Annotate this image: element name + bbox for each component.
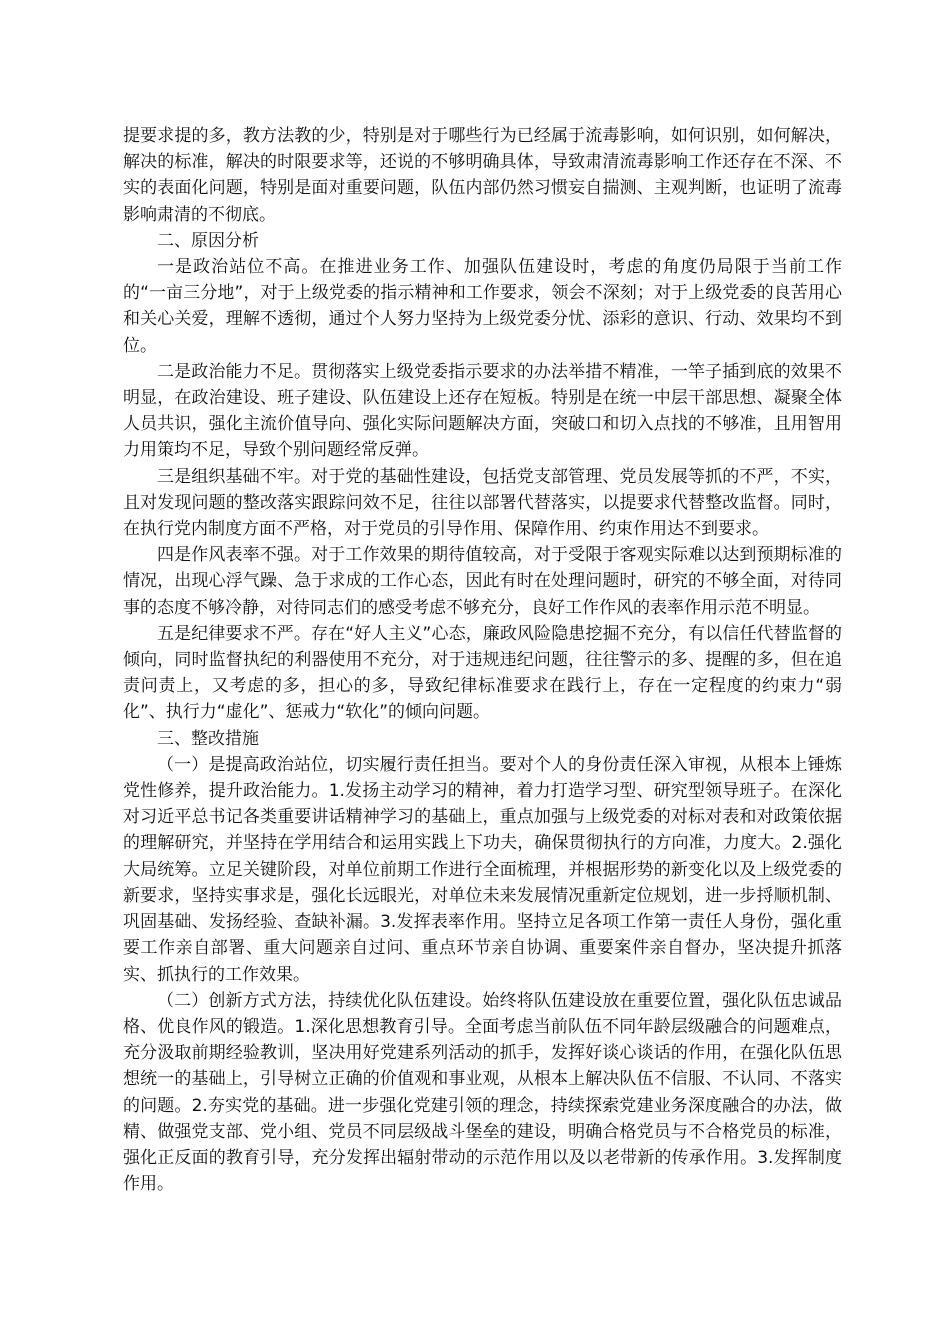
paragraph-continuation: 提要求提的多，教方法教的少，特别是对于哪些行为已经属于流毒影响，如何识别，如何解决，解决的标准，解决的时限要求等，还说的不够明确具体，导致肃清流毒影响工作还存在不深、不实的表面化问题，特别是面对重要问题，队伍内部仍然习惯妄自揣测、主观判断，也证明了流毒影响肃清的不彻底。: [123, 126, 842, 225]
section-heading-rectification: 三、整改措施: [157, 728, 259, 749]
paragraph-cause-2: 二是政治能力不足。贯彻落实上级党委指示要求的办法举措不精准，一竿子插到底的效果不明显，在政治建设、班子建设、队伍建设上还存在短板。特别是在统一中层干部思想、凝聚全体人员共识，强化主流价值导向、强化实际问题解决方面，突破口和切入点找的不够准，且用智用力用策均不足，导致个别问题经常反弹。: [123, 361, 842, 461]
paragraph-cause-1: 一是政治站位不高。在推进业务工作、加强队伍建设时，考虑的角度仍局限于当前工作的“一亩三分地”，对于上级党委的指示精神和工作要求，领会不深刻；对于上级党委的良苦用心和关心关爱，理解不透彻，通过个人努力坚持为上级党委分忧、添彩的意识、行动、效果均不到位。: [123, 257, 842, 356]
document-page: [123, 123, 842, 1197]
section-heading-cause-analysis: 二、原因分析: [157, 230, 259, 251]
paragraph-cause-3: 三是组织基础不牢。对于党的基础性建设，包括党支部管理、党员发展等抓的不严，不实，且对发现问题的整改落实跟踪问效不足，往往以部署代替落实，以提要求代替整改监督。同时，在执行党内制度方面不严格，对于党员的引导作用、保障作用、约束作用达不到要求。: [123, 466, 842, 540]
paragraph-cause-5: 五是纪律要求不严。存在“好人主义”心态，廉政风险隐患挖掘不充分，有以信任代替监督的倾向，同时监督执纪的利器使用不充分，对于违规违纪问题，往往警示的多、提醒的多，但在追责问责上，又考虑的多，担心的多，导致纪律标准要求在践行上，存在一定程度的约束力“弱化”、执行力“虚化”、惩戒力“软化”的倾向问题。: [123, 623, 842, 723]
paragraph-measure-1: （一）是提高政治站位，切实履行责任担当。要对个人的身份责任深入审视，从根本上锤炼党性修养，提升政治能力。1.发扬主动学习的精神，着力打造学习型、研究型领导班子。在深化对习近平总书记各类重要讲话精神学习的基础上，重点加强与上级党委的对标对表和对政策依据的理解研究，并坚持在学用结合和运用实践上下功夫，确保贯彻执行的方向准，力度大。2.强化大局统筹。立足关键阶段，对单位前期工作进行全面梳理，并根据形势的新变化以及上级党委的新要求，坚持实事求是，强化长远眼光，对单位未来发展情况重新定位规划，进一步捋顺机制、巩固基础、发扬经验、查缺补漏。3.发挥表率作用。坚持立足各项工作第一责任人身份，强化重要工作亲自部署、重大问题亲自过问、重点环节亲自协调、重要案件亲自督办，坚决提升抓落实、抓执行的工作效果。: [123, 754, 842, 985]
paragraph-cause-4: 四是作风表率不强。对于工作效果的期待值较高，对于受限于客观实际难以达到预期标准的情况，出现心浮气躁、急于求成的工作心态，因此有时在处理问题时，研究的不够全面，对待同事的态度不够冷静，对待同志们的感受考虑不够充分，良好工作作风的表率作用示范不明显。: [123, 545, 842, 618]
paragraph-measure-2: （二）创新方式方法，持续优化队伍建设。始终将队伍建设放在重要位置，强化队伍忠诚品格、优良作风的锻造。1.深化思想教育引导。全面考虑当前队伍不同年龄层级融合的问题难点，充分汲取前期经验教训，坚决用好党建系列活动的抓手，发挥好谈心谈话的作用，在强化队伍思想统一的基础上，引导树立正确的价值观和事业观，从根本上解决队伍不信服、不认同、不落实的问题。2.夯实党的基础。进一步强化党建引领的理念，持续探索党建业务深度融合的办法，做精、做强党支部、党小组、党员不同层级战斗堡垒的建设，明确合格党员与不合格党员的标准，强化正反面的教育引导，充分发挥出辐射带动的示范作用以及以老带新的传承作用。3.发挥制度作用。: [123, 990, 842, 1195]
